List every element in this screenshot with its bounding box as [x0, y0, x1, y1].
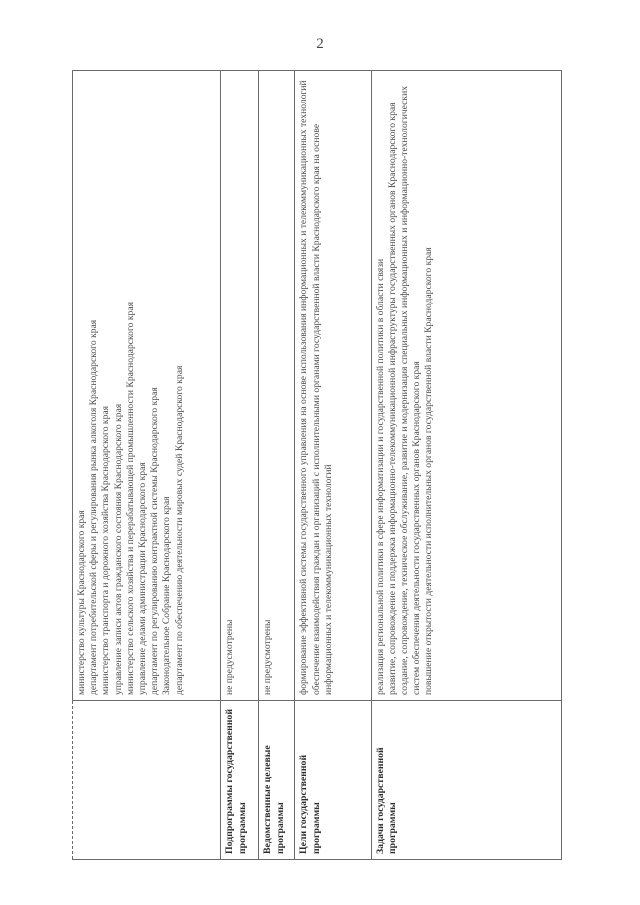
list-item: реализация региональной политики в сфере информатизации и государственной политики в области связи	[374, 258, 386, 695]
table-row-program-tasks	[371, 71, 561, 860]
row-label-subprograms: Подпрограммы государственной программы	[221, 701, 259, 860]
program-passport-table	[72, 70, 562, 860]
row-label-continuation	[73, 701, 221, 860]
rotated-table-frame	[72, 70, 562, 860]
row-label-program-tasks: Задачи государственной программы	[371, 701, 561, 860]
table-row-program-goals	[295, 71, 371, 860]
list-item: министерство транспорта и дорожного хозяйства Краснодарского края	[100, 405, 112, 695]
row-label-program-goals: Цели государственной программы	[295, 701, 371, 860]
list-item: министерство культуры Краснодарского края	[76, 510, 87, 695]
row-value-continuation	[73, 71, 221, 701]
list-item: развитие, сопровождение и поддержка информационно-телекоммуникационной инфраструктуры государственных органов Краснодарского края	[386, 102, 398, 695]
list-item: управление записи актов гражданского состояния Краснодарского края	[112, 403, 124, 695]
table-row-subprograms	[221, 71, 259, 860]
row-value-departmental-programs: не предусмотрены	[259, 71, 295, 701]
list-item: департамент по обеспечению деятельности мировых судей Краснодарского края	[173, 365, 185, 695]
list-item: департамент по регулированию контрактной системы Краснодарского края	[149, 387, 161, 695]
page-number: 2	[316, 36, 324, 52]
passport-table-container	[72, 70, 562, 860]
row-value-subprograms: не предусмотрены	[221, 71, 259, 701]
list-item: департамент потребительской сферы и регулирования рынка алкоголя Краснодарского края	[88, 319, 100, 695]
table-row-responsible-executors-continued	[73, 71, 221, 860]
list-item: формирование эффективной системы государственного управления на основе использования информационных и телекоммуникационных технологий	[298, 80, 310, 695]
list-item: повышение открытости деятельности исполнительных органов государственной власти Краснодарского края	[423, 247, 435, 695]
row-value-program-goals	[295, 71, 371, 701]
row-value-program-tasks	[371, 71, 561, 701]
table-row-departmental-programs	[259, 71, 295, 860]
list-item: Законодательное Собрание Краснодарского края	[161, 496, 173, 695]
list-item: обеспечение взаимодействия граждан и организаций с исполнительными органами государственной власти Краснодарского края на основе информационных и телекоммуникационных технологий	[310, 123, 334, 695]
list-item: управление делами администрации Краснодарского края	[137, 462, 149, 695]
list-item: создание, сопровождение, техническое обслуживание, развитие и модернизация специальных информационных и информационно-технологических систем обеспечения деятельности государственных органов Краснодарского края	[398, 85, 423, 695]
row-label-departmental-programs: Ведомственные целевые программы	[259, 701, 295, 860]
list-item: министерство сельского хозяйства и перерабатывающей промышленности Краснодарского края	[124, 302, 136, 695]
